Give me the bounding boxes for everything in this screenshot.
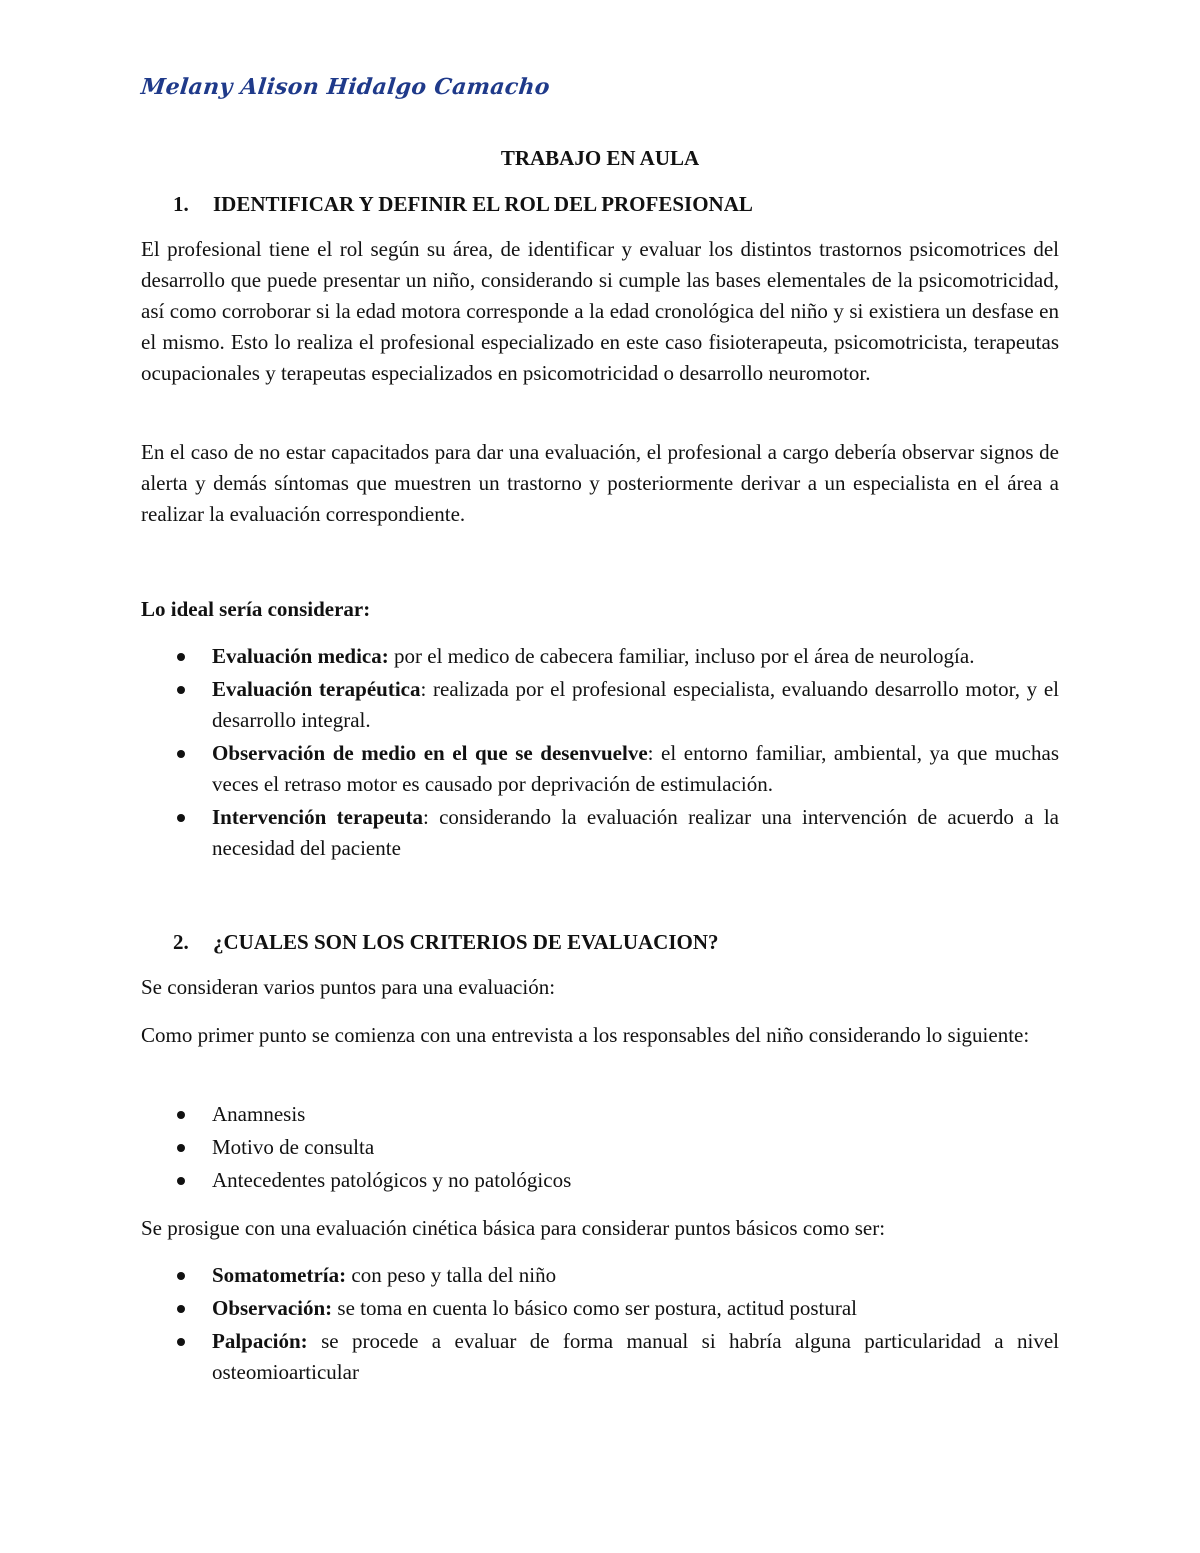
list-item: [141, 1260, 1059, 1291]
item-text: : considerando la evaluación realizar una intervención de acuerdo a la necesidad del paciente: [212, 805, 1059, 860]
section-2-paragraph-2: Como primer punto se comienza con una entrevista a los responsables del niño considerando lo siguiente:: [141, 1023, 1030, 1047]
bullet-icon: [177, 1305, 185, 1313]
item-term: Observación:: [212, 1296, 333, 1320]
section-1-paragraph-1: El profesional tiene el rol según su área, de identificar y evaluar los distintos trastornos psicomotrices del desarrollo que puede presentar un niño, considerando si cumple las bases elementales de la psicomotricidad, así como corroborar si la edad motora corresponde a la edad cronológica del niño y si existiera un desfase en el mismo. Esto lo realiza el profesional especializado en este caso fisioterapeuta, psicomotricista, terapeutas ocupacionales y terapeutas especializados en psicomotricidad o desarrollo neuromotor.: [141, 237, 1059, 385]
item-text: Antecedentes patológicos y no patológicos: [212, 1168, 572, 1192]
item-term: Observación de medio en el que se desenvuelve: [212, 741, 648, 765]
section-2-number: 2.: [173, 930, 189, 954]
ideal-label: Lo ideal sería considerar:: [141, 597, 371, 621]
item-term: Intervención terapeuta: [212, 805, 423, 829]
item-text: : realizada por el profesional especialista, evaluando desarrollo motor, y el desarrollo integral.: [212, 677, 1059, 732]
section-1-paragraph-2: En el caso de no estar capacitados para dar una evaluación, el profesional a cargo debería observar signos de alerta y demás síntomas que muestren un trastorno y posteriormente derivar a un especialista en el área a realizar la evaluación correspondiente.: [141, 440, 1059, 526]
item-text: Motivo de consulta: [212, 1135, 375, 1159]
list-item: [141, 1326, 1059, 1388]
list-item: [141, 802, 1059, 864]
bullet-icon: [177, 750, 185, 758]
ideal-list: [141, 641, 1059, 866]
section-2-heading-text: ¿CUALES SON LOS CRITERIOS DE EVALUACION?: [213, 930, 719, 954]
item-text: : el entorno familiar, ambiental, ya que muchas veces el retraso motor es causado por deprivación de estimulación.: [212, 741, 1059, 796]
bullet-icon: [177, 1338, 185, 1346]
item-text: se toma en cuenta lo básico como ser postura, actitud postural: [332, 1296, 858, 1320]
list-item: [141, 1132, 1059, 1163]
section-1-heading: [173, 189, 753, 220]
list-item: [141, 1293, 1059, 1324]
bullet-icon: [177, 653, 185, 661]
section-2-paragraph-1: Se consideran varios puntos para una evaluación:: [141, 975, 556, 999]
item-term: Evaluación medica:: [212, 644, 389, 668]
list-item: [141, 674, 1059, 736]
item-term: Palpación:: [212, 1329, 308, 1353]
item-text: con peso y talla del niño: [346, 1263, 557, 1287]
item-term: Somatometría:: [212, 1263, 347, 1287]
bullet-icon: [177, 1144, 185, 1152]
list-item: [141, 1099, 1059, 1130]
interview-list: [141, 1099, 1059, 1198]
list-item: [141, 1165, 1059, 1196]
item-text: Anamnesis: [212, 1102, 306, 1126]
section-2-heading: [173, 927, 719, 958]
section-1-number: 1.: [173, 192, 189, 216]
section-2-paragraph-3: Se prosigue con una evaluación cinética básica para considerar puntos básicos como ser:: [141, 1216, 886, 1240]
bullet-icon: [177, 1177, 185, 1185]
bullet-icon: [177, 814, 185, 822]
item-text: se procede a evaluar de forma manual si habría alguna particularidad a nivel osteomioarticular: [212, 1329, 1059, 1384]
item-term: Evaluación terapéutica: [212, 677, 421, 701]
document-title: TRABAJO EN AULA: [500, 146, 700, 170]
kinetic-list: [141, 1260, 1059, 1390]
section-1-heading-text: IDENTIFICAR Y DEFINIR EL ROL DEL PROFESIONAL: [213, 192, 753, 216]
bullet-icon: [177, 1272, 185, 1280]
bullet-icon: [177, 1111, 185, 1119]
list-item: [141, 641, 1059, 672]
list-item: [141, 738, 1059, 800]
item-text: por el medico de cabecera familiar, incluso por el área de neurología.: [388, 644, 975, 668]
bullet-icon: [177, 686, 185, 694]
author-name: Melany Alison Hidalgo Camacho: [139, 74, 552, 100]
